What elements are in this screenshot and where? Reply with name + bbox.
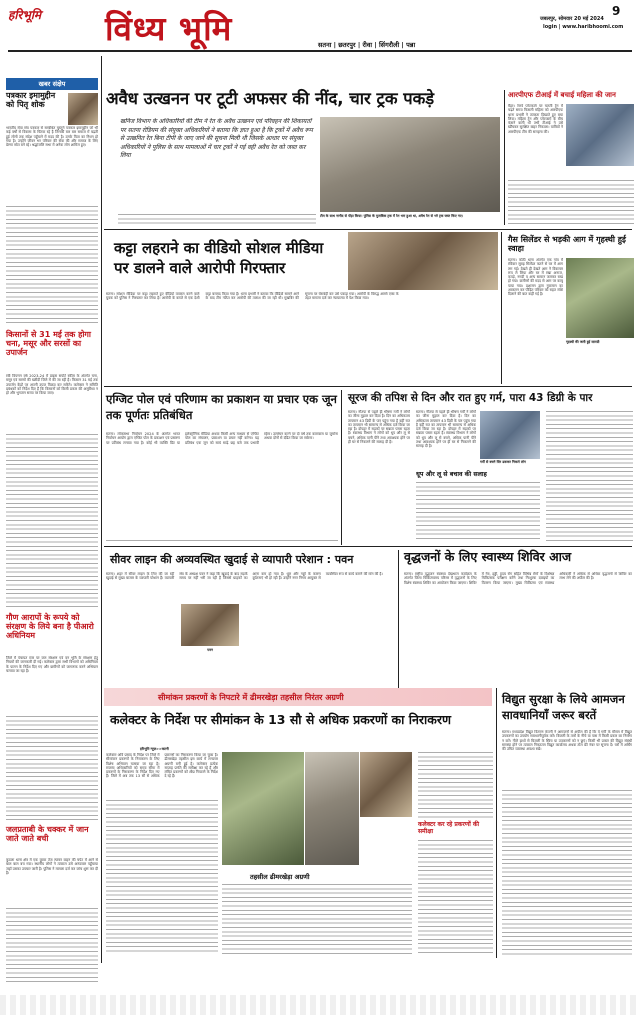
story5-photo xyxy=(181,604,239,646)
story4-filler xyxy=(416,482,540,542)
sidebar-s1-photo xyxy=(68,93,98,125)
story2-body: सतना। सोशल मीडिया पर कट्टा लहराते हुए वीडियो वायरल करने वाले युवक को पुलिस ने गिरफ्तार कर लिया है। आरोपी के कब्जे से एक देशी कट्टा बरामद किया गया है। थाना प्रभारी ने बताया कि वीडियो सामने आने के बाद टीम गठित कर आरोपी की तलाश की जा रही थी। मुखबिर की सूचना पर घेराबंदी कर उसे पकड़ा गया। आरोपी के विरुद्ध आर्म्स एक्ट के तहत मामला दर्ज कर न्यायालय में पेश किया गया। xyxy=(106,292,399,301)
rule-row3 xyxy=(104,546,632,547)
right1-filler xyxy=(508,180,634,225)
masthead-cities: सतना | छतरपुर | रीवा | सिंगरौली | पन्ना xyxy=(318,41,416,49)
page-number: 9 xyxy=(612,4,621,18)
footer-strip xyxy=(0,995,640,1015)
story7-photo3 xyxy=(360,752,412,817)
masthead-website: login | www.haribhoomi.com xyxy=(543,24,624,30)
sidebar-divider xyxy=(101,56,102,963)
sidebar-s2-title: किसानों से 31 मई तक होगा चना, मसूर और सरसों का उपार्जन xyxy=(6,330,91,357)
lead-photo xyxy=(320,117,500,212)
story7-byline: हरिभूमि न्यूज़>>कटनी xyxy=(140,747,169,751)
story6-body: सतना। राष्ट्रीय वृद्धजन स्वास्थ्य देखभाल कार्यक्रम के अंतर्गत जिला चिकित्सालय परिसर में वृद्धजनों के लिए विशेष स्वास्थ्य शिविर का आयोजन किया जाएगा। शिविर में नेत्र, हड्डी, हृदय रोग सहित विभिन्न रोगों के विशेषज्ञ चिकित्सक परीक्षण करेंगे तथा निःशुल्क दवाइयों का वितरण किया जाएगा। मुख्य चिकित्सा एवं स्वास्थ्य अधिकारी ने अधिक से अधिक वृद्धजनों से शिविर का लाभ लेने की अपील की है। xyxy=(404,572,632,585)
story7-subhead2: तहसील ढीमरखेड़ा अग्रणी xyxy=(250,873,310,881)
story7-filler-left xyxy=(106,800,218,955)
sidebar-s1-title: पत्रकार इमामुद्दीन को पितृ शोक xyxy=(6,91,56,109)
sidebar-header: खबर संक्षेप xyxy=(6,78,98,90)
sidebar-s3-body: जिले में पंचायत स्तर पर जल संरक्षण एवं वन भूमि के संरक्षण हेतु नियमों की जानकारी दी गई। कलेक्टर द्वारा सभी विभागों को अधिनियम के पालन के निर्देश दिए गए और ग्रामीणों को जागरूक करने अभियान चलाया जा रहा है। xyxy=(6,656,98,673)
masthead-date: जबलपुर, सोमवार 20 मई 2024 xyxy=(540,16,604,22)
masthead-rule xyxy=(8,50,632,52)
story4-body: सतना। नौतपा से पहले ही भीषण गर्मी ने लोगों का जीना मुहाल कर दिया है। दिन का अधिकतम तापमान 43 डिग्री के पार पहुंच गया है वहीं रात का तापमान भी सामान्य से अधिक दर्ज किया जा रहा है। दोपहर में सड़कों पर सन्नाटा पसरा रहता है। स्वास्थ्य विभाग ने लोगों को धूप और लू से बचने, अधिक पानी पीने तथा आवश्यक होने पर ही घर से निकलने की सलाह दी है। xyxy=(348,410,410,445)
lead-body-filler xyxy=(118,214,316,226)
story7-body: कलेक्टर अवि प्रसाद के निर्देश पर जिले में सीमांकन प्रकरणों के निराकरण के लिए विशेष अभियान चलाया जा रहा है। राजस्व अधिकारियों को समय सीमा में प्रकरणों के निराकरण के निर्देश दिए गए हैं। जिले में अब तक 13 सौ से अधिक प्रकरणों का निराकरण किया जा चुका है। ढीमरखेड़ा तहसील इस कार्य में लगातार अग्रणी बनी हुई है। कलेक्टर प्रत्येक सप्ताह प्रगति की समीक्षा कर रहे हैं और लंबित प्रकरणों को शीघ्र निपटाने के निर्देश दे रहे हैं। xyxy=(106,753,218,779)
right2-body: सतना। कोठी थाना अंतर्गत एक गांव में रविवार सुबह सिलेंडर फटने से घर में आग लग गई। देखते ही देखते आग ने विकराल रूप ले लिया और घर में रखा अनाज, कपड़े, नगदी व अन्य सामान जलकर राख हो गया। ग्रामीणों की मदद से आग पर काबू पाया गया। प्रशासन द्वारा नुकसान का आकलन कर पीड़ित परिवार को राहत राशि दिलाने की बात कही गई है। xyxy=(508,258,563,297)
story3-filler xyxy=(106,540,338,541)
right1-body: मैहर। रेलवे प्लेटफार्म पर चलती ट्रेन में चढ़ते समय फिसली महिला को आरपीएफ थाना प्रभारी ने तत्परता दिखाते हुए बचा लिया। महिला ट्रेन और प्लेटफार्म के बीच फंसने वाली थी तभी टीआई ने उसे खींचकर सुरक्षित बाहर निकाला। यात्रियों ने आरपीएफ टीम की सराहना की। xyxy=(508,104,563,134)
bottom-banner xyxy=(104,688,492,706)
story8-body: सतना। मध्यप्रदेश विद्युत वितरण कंपनी ने आमजनों से अपील की है कि वे गर्मी के मौसम में विद्युत उपकरणों का उपयोग सावधानीपूर्वक करें। बिजली के तारों के नीचे या पास में किसी प्रकार का निर्माण न करें। गीले हाथों से बिजली के स्विच या उपकरणों को न छुएं। किसी भी प्रकार की विद्युत संबंधी समस्या होने पर तत्काल निकटतम विद्युत कार्यालय अथवा टोल फ्री नंबर पर सूचना दें। घरों में अर्थिंग की उचित व्यवस्था अवश्य रखें। xyxy=(502,730,632,752)
story8-divider xyxy=(496,688,497,958)
sidebar-s1-filler xyxy=(6,206,98,324)
story4-filler-right xyxy=(546,411,633,542)
story3-body: सतना। लोकसभा निर्वाचन 2024 के अंतर्गत भारत निर्वाचन आयोग द्वारा एग्जिट पोल के प्रकाशन एवं प्रसारण पर प्रतिबंध लगाया गया है। कोई भी व्यक्ति प्रिंट या इलेक्ट्रॉनिक मीडिया अथवा किसी अन्य माध्यम से एग्जिट पोल का संचालन, प्रकाशन या प्रचार नहीं करेगा। यह प्रतिबंध एक जून को सायं साढ़े छह बजे तक प्रभावी रहेगा। उल्लंघन करने पर दो वर्ष तक कारावास या जुर्माना अथवा दोनों से दंडित किया जा सकेगा। xyxy=(106,432,338,445)
story4-photo xyxy=(480,411,540,459)
story4-headline: सूरज की तपिश से दिन और रात हुए गर्म, पारा 43 डिग्री के पार xyxy=(348,392,593,404)
lead-caption: टीम के साथ नागौद से पौड़ा किया। पुलिस के मुताबिक ट्रक में रेत भरा हुआ था, अवैध रेत से भरे ट्रक जब्त किए गए। xyxy=(320,214,463,218)
story7-filler-mid xyxy=(222,884,412,954)
lead-headline: अवैध उत्खनन पर टूटी अफसर की नींद, चार ट्रक पकड़े xyxy=(106,89,435,108)
right2-headline-visible: गैस सिलेंडर से भड़की आग में गृहस्थी हुई स्वाहा xyxy=(508,235,626,253)
masthead-title: विंध्य भूमि xyxy=(105,9,233,48)
story7-photo1 xyxy=(222,752,304,865)
story3-headline: एग्जिट पोल एवं परिणाम का प्रकाशन या प्रचार एक जून तक पूर्णतः प्रतिबंधित xyxy=(106,392,337,422)
rule-row2 xyxy=(104,386,632,387)
sidebar-s4-body: कुठला थाना क्षेत्र में एक युवक तेज रफ्तार वाहन की चपेट में आने से बाल बाल बच गया। स्थानीय लोगों ने तत्काल उसे अस्पताल पहुँचाया जहाँ उसका उपचार जारी है। पुलिस ने मामला दर्ज कर जांच शुरू कर दी है। xyxy=(6,858,98,875)
story5-divider xyxy=(398,550,399,690)
story5-body: सतना। शहर में सीवर लाइन के लिए की जा रही खुदाई से मुख्य बाजार के व्यापारी परेशान हैं। व्यापारी संघ के अध्यक्ष पवन ने कहा कि खुदाई के बाद सड़कें समय पर नहीं भरी जा रही हैं जिससे ग्राहकों का आना कम हो गया है। धूल और गड्ढों के कारण दुर्घटनाएं भी हो रही हैं। उन्होंने नगर निगम आयुक्त से व्यवस्थित रूप से कार्य कराने की मांग की है। xyxy=(106,572,383,581)
right2-caption: गृहस्थी की जली हुई सामग्री xyxy=(566,340,600,344)
sidebar-s4-title: जलप्रताबी के चक्कर में जान जाते जाते बची xyxy=(6,825,89,843)
sidebar-s4-filler xyxy=(6,908,98,983)
story2-photo xyxy=(348,232,498,290)
story7-filler-right2 xyxy=(418,840,493,955)
sidebar xyxy=(6,56,98,961)
story5-headline: सीवर लाइन की अव्यवस्थित खुदाई से व्यापारी परेशान : पवन xyxy=(110,553,354,566)
story7-headline: कलेक्टर के निर्देश पर सीमांकन के 13 सौ से अधिक प्रकरणों का निराकरण xyxy=(110,712,452,727)
logo-small: हरिभूमि xyxy=(8,8,42,22)
right1-photo xyxy=(566,104,634,166)
sidebar-s1-body: भारतीय सेवा संघ पत्रकार से सम्बंधित चुस्तुर्ग पत्रकार इमामुद्दीन जो भी कई वर्षों से विकास के चिंतक रहे है जिनकी बार बार समाज में बढ़ती हुई लोगों तक संदेश पहुँचाने में मदद की है। उनके पिता का निधन हो गया है। उन्होंने जीवन भर परिवार की सेवा की और समाज के लिए प्रेरणा स्रोत बने रहे। श्रद्धांजलि सभा में अनेक लोग शामिल हुए। xyxy=(6,126,98,148)
right2-photo xyxy=(566,258,634,338)
story7-subhead1: कलेक्टर कर रहे प्रकरणों की समीक्षा xyxy=(418,821,480,835)
story4-caption: गर्मी से बचने सिर ढककर निकले लोग xyxy=(480,460,526,464)
sidebar-s2-filler xyxy=(6,434,98,609)
story2-headline: कट्टा लहराने का वीडियो सोशल मीडिया पर डालने वाले आरोपी गिरफ्तार xyxy=(114,239,324,278)
story4-subhead: धूप और लू से बचाव की सलाह xyxy=(416,471,487,478)
story8-filler xyxy=(502,790,632,955)
story6-headline: वृद्धजनों के लिए स्वास्थ्य शिविर आज xyxy=(404,549,572,564)
story4-body-col2: सतना। नौतपा से पहले ही भीषण गर्मी ने लोगों का जीना मुहाल कर दिया है। दिन का अधिकतम तापमान 43 डिग्री के पार पहुंच गया है वहीं रात का तापमान भी सामान्य से अधिक दर्ज किया जा रहा है। दोपहर में सड़कों पर सन्नाटा पसरा रहता है। स्वास्थ्य विभाग ने लोगों को धूप और लू से बचने, अधिक पानी पीने तथा आवश्यक होने पर ही घर से निकलने की सलाह दी है। xyxy=(416,410,476,449)
story7-photo2 xyxy=(305,752,359,865)
story3-divider xyxy=(341,390,342,545)
story7-kicker: सीमांकन प्रकरणों के निपटारे में ढीमरखेड़ा तहसील निरंतर अग्रणी xyxy=(158,693,344,702)
right2-divider xyxy=(501,232,502,384)
story8-headline: विद्युत सुरक्षा के लिये आमजन सावधानियाँ जरूर बरतें xyxy=(502,692,625,722)
sidebar-s2-body: रबी विपणन वर्ष 2023-24 में प्राइस सपोर्ट स्कीम के अंतर्गत चना, मसूर एवं सरसों की खरीदी जिले में की जा रही है। किसान 31 मई तक उपार्जन केंद्रों पर अपनी उपज विक्रय कर सकेंगे। कलेक्टर ने समिति प्रबंधकों को निर्देश दिए हैं कि किसानों को किसी प्रकार की असुविधा न हो और भुगतान समय पर किया जाए। xyxy=(6,374,98,396)
story7-filler-right xyxy=(418,752,493,820)
rule-row1 xyxy=(104,229,632,230)
sidebar-s3-filler xyxy=(6,716,98,821)
story5-caption: पवन xyxy=(207,648,213,652)
right-divider xyxy=(504,90,505,225)
masthead xyxy=(0,0,640,50)
sidebar-s3-title: गौण आरापों के रूपये को संरक्षण के लिये बना है पीआरो अधिनियम xyxy=(6,613,94,640)
right1-headline: आरपीएफ टीआई में बचाई महिला की जान xyxy=(508,91,616,99)
lead-deck: खनिज विभाग के अधिकारियों की टीम ने रेत के अवैध उत्खनन एवं परिवहन की शिकायतों पर सतना रोडियम की संयुक्त अधिकारियों ने बताया कि ज्ञात हुआ है कि ट्रकों में अवैध रूप से उत्खनित रेत बिना टीपी के जाए जाने की सूचना मिली थी जिसके आधार पर संयुक्त अधिकारियों ने पुलिस के साथ मामलाओं में चार ट्रकों ने गई वही अवैध रेत को जब्त कर लिया xyxy=(120,118,313,160)
